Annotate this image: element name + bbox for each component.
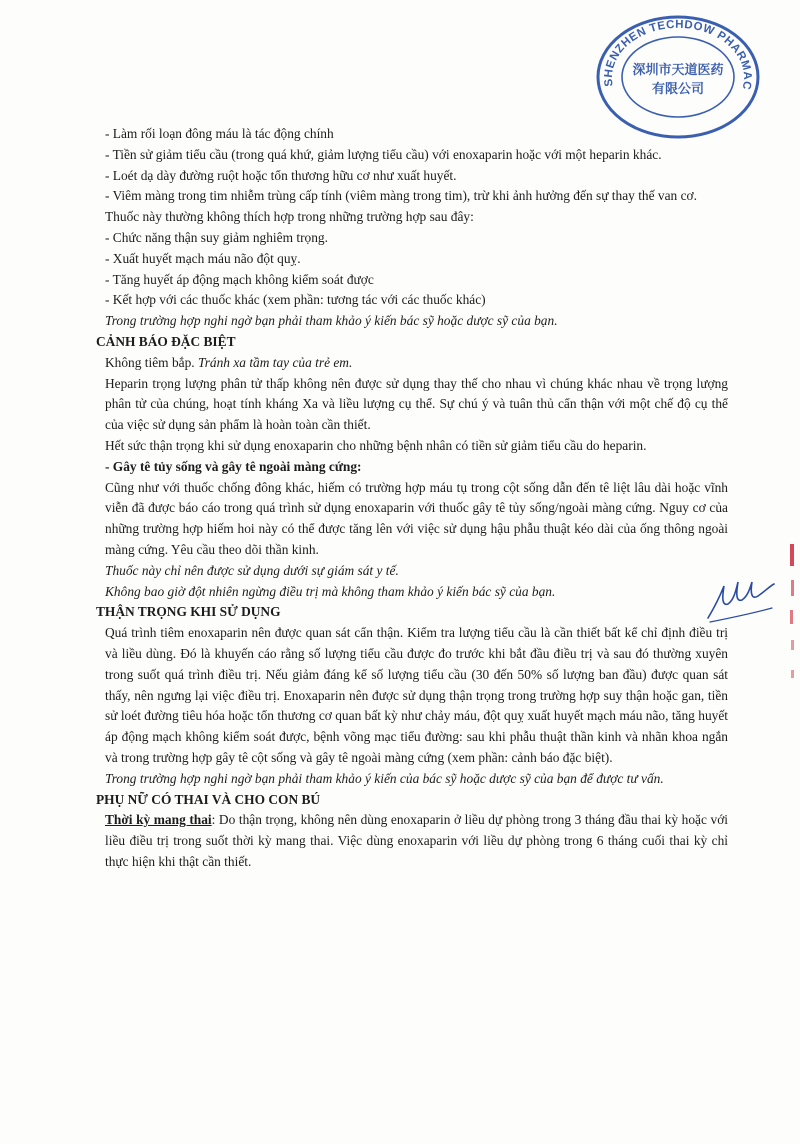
consult-note: Trong trường hợp nghi ngờ bạn phải tham khảo ý kiến bác sỹ hoặc dược sỹ của bạn.: [105, 313, 558, 329]
warning-line-1: [96, 353, 728, 374]
keep-away-text: Tránh xa tầm tay của trẻ em.: [197, 354, 353, 370]
not-suitable-intro: Thuốc này thường không thích hợp trong những trường hợp sau đây:: [105, 209, 474, 225]
no-im-injection-text: Không tiêm bắp.: [105, 354, 198, 370]
section-heading-precautions: THẬN TRỌNG KHI SỬ DỤNG: [96, 604, 281, 620]
warning-paragraph: Cũng như với thuốc chống đông khác, hiếm có trường hợp máu tụ trong cột sống dẫn đến tê liệt lâu dài hoặc vĩnh viễn đã được báo cáo trong quá trình sử dụng enoxaparin với thuốc gây tê tủy sống/ngoài màng cứng. Nguy cơ của những trường hợp hiếm hoi này có thể được tăng lên với việc sử dụng hậu phẫu thuật kéo dài của ống thông ngoài màng cứng. Yêu cầu theo dõi thần kinh.: [105, 479, 728, 557]
not-suitable-item: - Chức năng thận suy giảm nghiêm trọng.: [105, 229, 328, 245]
section-heading-special-warning: CẢNH BÁO ĐẶC BIỆT: [96, 333, 236, 349]
not-suitable-item: - Kết hợp với các thuốc khác (xem phần: tương tác với các thuốc khác): [105, 292, 486, 308]
leaflet-content: [96, 124, 728, 873]
warning-paragraph: Heparin trọng lượng phân tử thấp không nên được sử dụng thay thế cho nhau vì chúng khác nhau về trọng lượng phân tử của chúng, hoạt tính kháng Xa và liều lượng cụ thể. Sự chú ý và tuân thủ cẩn thận với một chế độ cụ thể của việc sử dụng sản phẩm là hoàn toàn cần thiết.: [105, 375, 728, 433]
stamp-seal-icon: [594, 12, 762, 142]
contra-item: - Làm rối loạn đông máu là tác động chính: [105, 126, 334, 141]
warning-paragraph: Hết sức thận trọng khi sử dụng enoxaparin cho những bệnh nhân có tiền sử giảm tiểu cầu do heparin.: [105, 437, 647, 453]
edge-scan-marks: [786, 540, 800, 700]
contra-item: - Loét dạ dày đường ruột hoặc tổn thương hữu cơ như xuất huyết.: [105, 167, 457, 183]
anesthesia-subheading: - Gây tê tủy sống và gây tê ngoài màng cứng:: [105, 458, 362, 474]
consult-note: Trong trường hợp nghi ngờ bạn phải tham khảo ý kiến của bác sỹ hoặc dược sỹ của bạn để được tư vấn.: [105, 770, 664, 786]
svg-text:深圳市天道医药: 深圳市天道医药: [632, 63, 724, 78]
medical-supervision-note: Thuốc này chỉ nên được sử dụng dưới sự giám sát y tế.: [105, 562, 399, 578]
pregnancy-label: Thời kỳ mang thai: [105, 812, 212, 828]
pregnancy-paragraph: [96, 810, 728, 872]
svg-text:有限公司: 有限公司: [651, 82, 705, 97]
edge-mark-icon: [786, 540, 800, 700]
handwritten-signature: [700, 568, 780, 628]
svg-text:SHENZHEN TECHDOW PHARMACEUTICA: SHENZHEN TECHDOW PHARMAC: [602, 18, 754, 91]
pregnancy-text: : Do thận trọng, không nên dùng enoxaparin ở liều dự phòng trong 3 tháng đầu thai kỳ hoặc với liều điều trị trong suốt thời kỳ mang thai. Việc dùng enoxaparin với liều dự phòng trong 6 tháng cuối thai kỳ chỉ thực hiện khi thật cần thiết.: [105, 812, 728, 869]
company-stamp: [594, 12, 762, 142]
precautions-paragraph: Quá trình tiêm enoxaparin nên được quan sát cẩn thận. Kiểm tra lượng tiểu cầu là cần thiết bất kể chỉ định điều trị và liều dùng. Đó là khuyến cáo rằng số lượng tiểu cầu được đo trước khi bắt đầu điều trị và sau đó thường xuyên trong suốt quá trình điều trị. Nếu giảm đáng kể số lượng tiểu cầu (30 đến 50% số lượng ban đầu) được quan sát thấy, nên ngưng lại việc điều trị. Enoxaparin nên được sử dụng thận trọng trong trường hợp suy thận hoặc gan, tiền sử loét đường tiêu hóa hoặc tổn thương cơ quan bất kỳ như chảy máu, đột quỵ xuất huyết mạch máu não, tăng huyết áp động mạch không kiểm soát được, bệnh võng mạc tiểu đường: sau khi phẫu thuật thần kinh và nhãn khoa ngắn và trong trường hợp gây tê cột sống và gây tê ngoài màng cứng (xem phần: cảnh báo đặc biệt).: [105, 625, 728, 765]
contra-item: - Viêm màng trong tim nhiễm trùng cấp tính (viêm màng trong tim), trừ khi ảnh hưởng đến sự thay thế van cơ.: [105, 188, 697, 204]
do-not-stop-note: Không bao giờ đột nhiên ngừng điều trị mà không tham khảo ý kiến bác sỹ của bạn.: [105, 583, 556, 599]
not-suitable-item: - Tăng huyết áp động mạch không kiểm soát được: [105, 271, 374, 287]
contra-item: - Tiền sử giảm tiểu cầu (trong quá khứ, giảm lượng tiểu cầu) với enoxaparin hoặc với một heparin khác.: [105, 146, 662, 162]
signature-icon: [700, 568, 780, 628]
section-heading-pregnancy: PHỤ NỮ CÓ THAI VÀ CHO CON BÚ: [96, 791, 321, 807]
not-suitable-item: - Xuất huyết mạch máu não đột quỵ.: [105, 250, 301, 266]
